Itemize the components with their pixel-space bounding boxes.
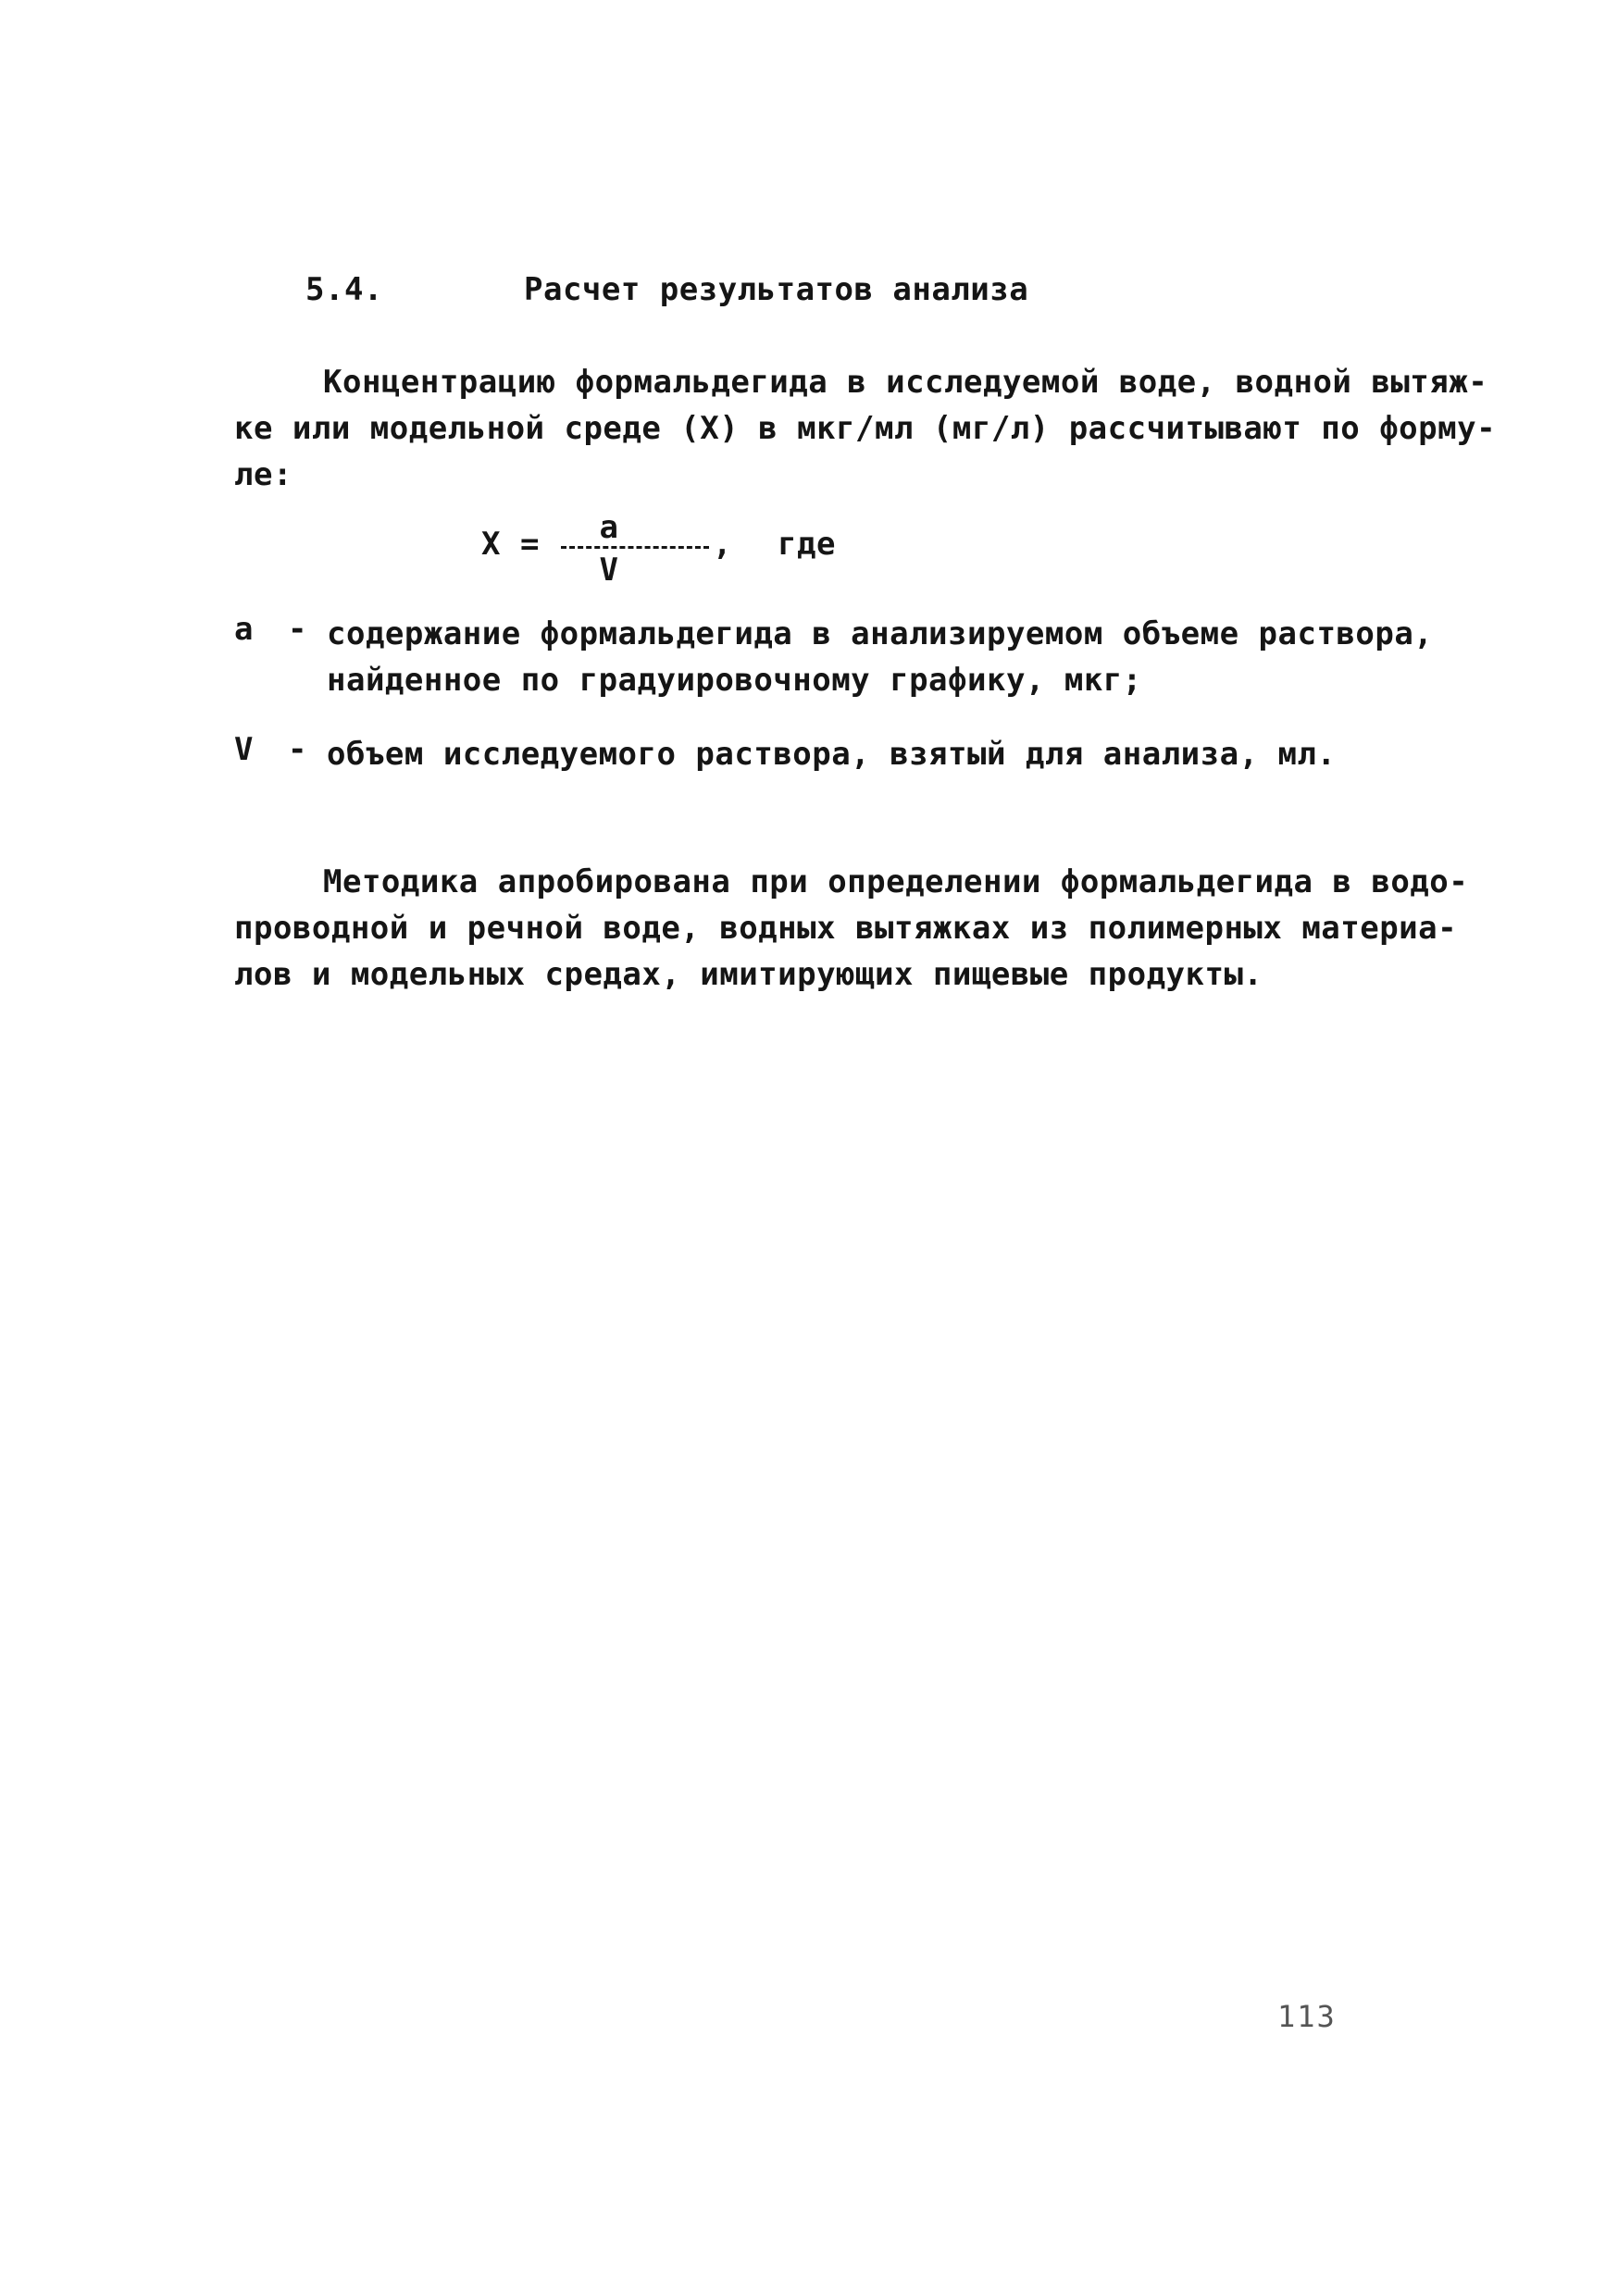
fraction-line [561, 546, 709, 549]
intro-line: ле: [234, 456, 292, 493]
formula-numerator: a [599, 509, 619, 546]
intro-paragraph [234, 359, 1496, 498]
variable-term: a [234, 611, 254, 648]
note-line: Методика апробирована при определении формальдегида в водо- [323, 863, 1469, 900]
variable-description-line: содержание формальдегида в анализируемом объеме раствора, [327, 615, 1434, 652]
variable-dash: - [288, 731, 307, 768]
note-line: проводной и речной воде, водных вытяжках из полимерных материа- [234, 910, 1458, 947]
variable-description-line: найденное по градуировочному графику, мкг; [327, 662, 1142, 699]
intro-line: ке или модельной среде (X) в мкг/мл (мг/л) рассчитывают по форму- [234, 410, 1497, 447]
intro-line: Концентрацию формальдегида в исследуемой воде, водной вытяж- [323, 364, 1488, 401]
formula [481, 509, 870, 603]
formula-where: где [778, 526, 836, 563]
note-line: лов и модельных средах, имитирующих пищевые продукты. [234, 956, 1263, 993]
section-number: 5.4. [305, 271, 383, 308]
page-number: 113 [1277, 1999, 1337, 2034]
method-note-paragraph [234, 859, 1468, 998]
variable-description-line: объем исследуемого раствора, взятый для анализа, мл. [327, 736, 1337, 773]
section-title: Расчет результатов анализа [524, 271, 1029, 308]
variable-term: V [234, 731, 254, 768]
variable-description [327, 731, 1336, 777]
variable-dash: - [288, 611, 307, 648]
formula-comma: , [713, 526, 732, 563]
formula-denominator: V [599, 552, 619, 589]
variable-description [327, 611, 1433, 703]
formula-lhs: X = [481, 526, 540, 563]
